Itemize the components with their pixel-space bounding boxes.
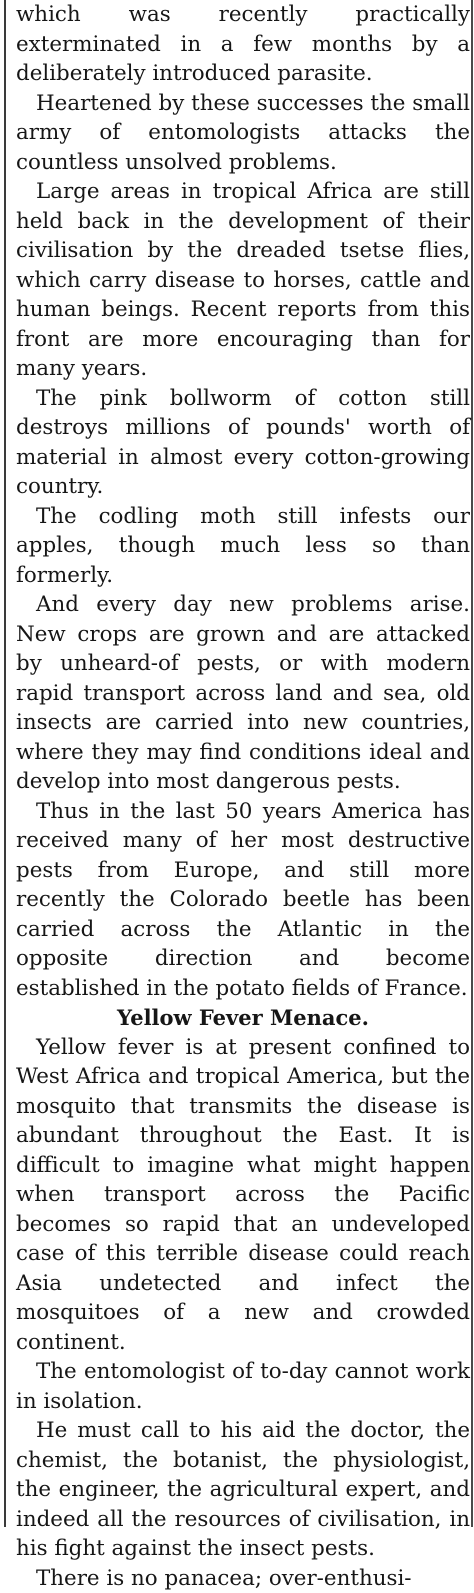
subheading: Yellow Fever Menace. (16, 1003, 470, 1033)
paragraph-panacea: There is no panacea; over-enthusi- (16, 1564, 470, 1593)
paragraph-yellow-fever: Yellow fever is at present confined to West Africa and tropical America, but the mosquito that transmits the disease is abundant throughout the East. It is difficult to imagine what might happen when transport across the Pacific becomes so rapid that an undeveloped case of this terrible disease could reach Asia undetected and infect the mosquitoes of a new and crowded continent. (16, 1033, 470, 1358)
paragraph-tsetse: Large areas in tropical Africa are still held back in the development of their civilisation by the dreaded tsetse flies, which carry disease to horses, cattle and human beings. Recent reports from this front are more encouraging than for many years. (16, 177, 470, 384)
paragraph-new-problems: And every day new problems arise. New crops are grown and are attacked by unheard-of pests, or with modern rapid transport across land and sea, old insects are carried into new countries, where they may find conditions ideal and develop into most dangerous pests. (16, 590, 470, 797)
paragraph-bollworm: The pink bollworm of cotton still destroys millions of pounds' worth of material in almost every cotton-growing country. (16, 384, 470, 502)
article-column (4, 0, 474, 1593)
paragraph-entomologists: Heartened by these successes the small army of entomologists attacks the countless unsolved problems. (16, 89, 470, 178)
paragraph-isolation: The entomologist of to-day cannot work in isolation. (16, 1357, 470, 1416)
paragraph-aid: He must call to his aid the doctor, the chemist, the botanist, the physiologist, the engineer, the agricultural expert, and indeed all the resources of civilisation, in his fight against the insect pests. (16, 1416, 470, 1564)
paragraph-parasite: which was recently practically exterminated in a few months by a deliberately introduced parasite. (16, 0, 470, 89)
paragraph-america-pests: Thus in the last 50 years America has received many of her most destructive pests from Europe, and still more recently the Colorado beetle has been carried across the Atlantic in the opposite direction and become established in the potato fields of France. (16, 797, 470, 1004)
paragraph-codling-moth: The codling moth still infests our apples, though much less so than formerly. (16, 502, 470, 591)
